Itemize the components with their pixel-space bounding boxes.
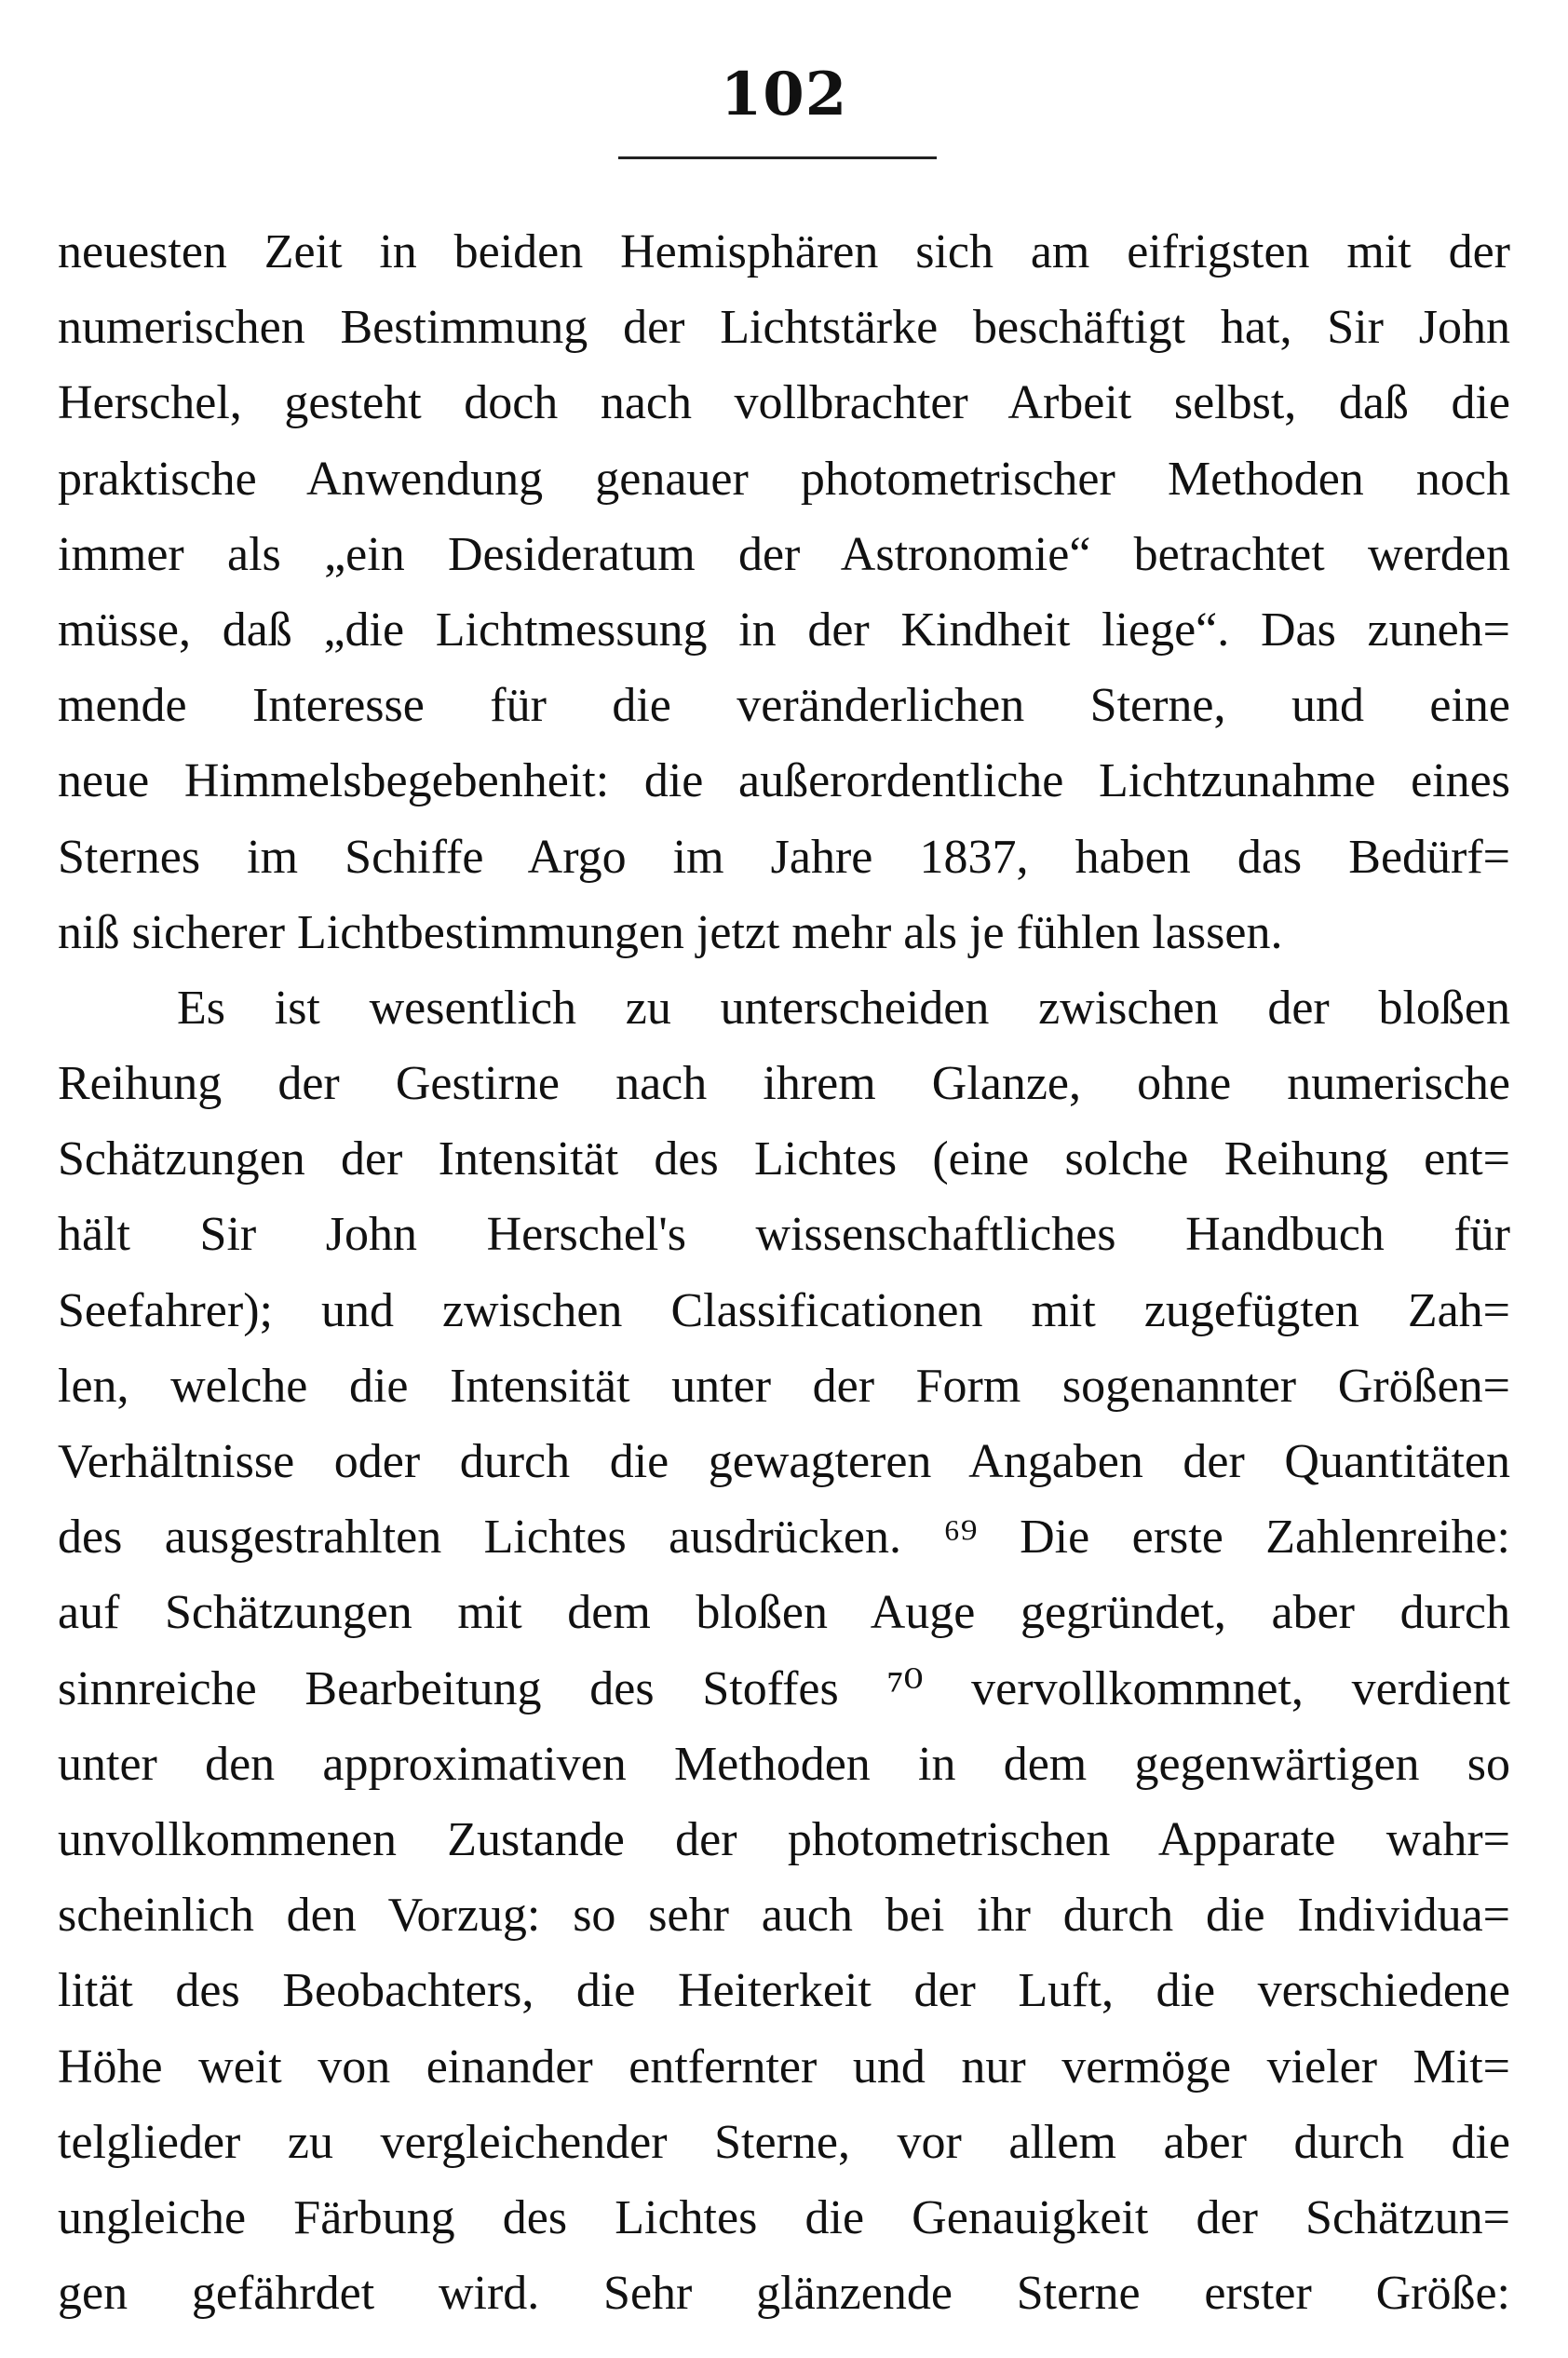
text-line: des ausgestrahlten Lichtes ausdrücken. ⁶⁹ Die erste Zahlenreihe: — [58, 1511, 1510, 1565]
text-line: immer als „ein Desideratum der Astronomie“ betrachtet werden — [58, 527, 1510, 581]
text-line: ungleiche Färbung des Lichtes die Genauigkeit der Schätzun= — [58, 2190, 1510, 2244]
text-line: telglieder zu vergleichender Sterne, vor allem aber durch die — [58, 2115, 1510, 2169]
text-line: Herschel, gesteht doch nach vollbrachter Arbeit selbst, daß die — [58, 376, 1510, 430]
text-line: lität des Beobachters, die Heiterkeit der Luft, die verschiedene — [58, 1964, 1510, 2018]
text-line: müsse, daß „die Lichtmessung in der Kindheit liege“. Das zuneh= — [58, 603, 1510, 657]
text-line: hält Sir John Herschel's wissenschaftliches Handbuch für — [58, 1208, 1510, 1262]
text-line: scheinlich den Vorzug: so sehr auch bei ihr durch die Individua= — [58, 1889, 1510, 1943]
text-line: praktische Anwendung genauer photometrischer Methoden noch — [58, 452, 1510, 506]
text-line: Reihung der Gestirne nach ihrem Glanze, ohne numerische — [58, 1057, 1510, 1111]
text-line: Sternes im Schiffe Argo im Jahre 1837, haben das Bedürf= — [58, 830, 1510, 884]
text-line: len, welche die Intensität unter der Form sogenannter Größen= — [58, 1359, 1510, 1413]
text-line: Schätzungen der Intensität des Lichtes (eine solche Reihung ent= — [58, 1132, 1510, 1186]
text-line: mende Interesse für die veränderlichen Sterne, und eine — [58, 679, 1510, 733]
text-line: auf Schätzungen mit dem bloßen Auge gegründet, aber durch — [58, 1586, 1510, 1640]
text-line: Höhe weit von einander entfernter und nur vermöge vieler Mit= — [58, 2040, 1510, 2094]
text-line: numerischen Bestimmung der Lichtstärke beschäftigt hat, Sir John — [58, 301, 1510, 355]
text-line: niß sicherer Lichtbestimmungen jetzt mehr als je fühlen lassen. — [58, 905, 1283, 959]
text-line: unvollkommenen Zustande der photometrischen Apparate wahr= — [58, 1812, 1510, 1866]
header-rule — [618, 156, 937, 159]
text-line: neue Himmelsbegebenheit: die außerordentliche Lichtzunahme eines — [58, 754, 1510, 808]
text-line: gen gefährdet wird. Sehr glänzende Sterne erster Größe: — [58, 2267, 1510, 2321]
text-line: Verhältnisse oder durch die gewagteren Angaben der Quantitäten — [58, 1435, 1510, 1488]
body-text — [58, 214, 1510, 2331]
text-line: neuesten Zeit in beiden Hemisphären sich am eifrigsten mit der — [58, 225, 1510, 278]
text-line: Seefahrer); und zwischen Classificationen mit zugefügten Zah= — [58, 1283, 1510, 1337]
text-line: sinnreiche Bearbeitung des Stoffes ⁷⁰ vervollkommnet, verdient — [58, 1661, 1510, 1715]
page-number: 102 — [720, 60, 848, 129]
text-line: unter den approximativen Methoden in dem gegenwärtigen so — [58, 1737, 1510, 1791]
text-line: Es ist wesentlich zu unterscheiden zwischen der bloßen — [177, 981, 1510, 1035]
